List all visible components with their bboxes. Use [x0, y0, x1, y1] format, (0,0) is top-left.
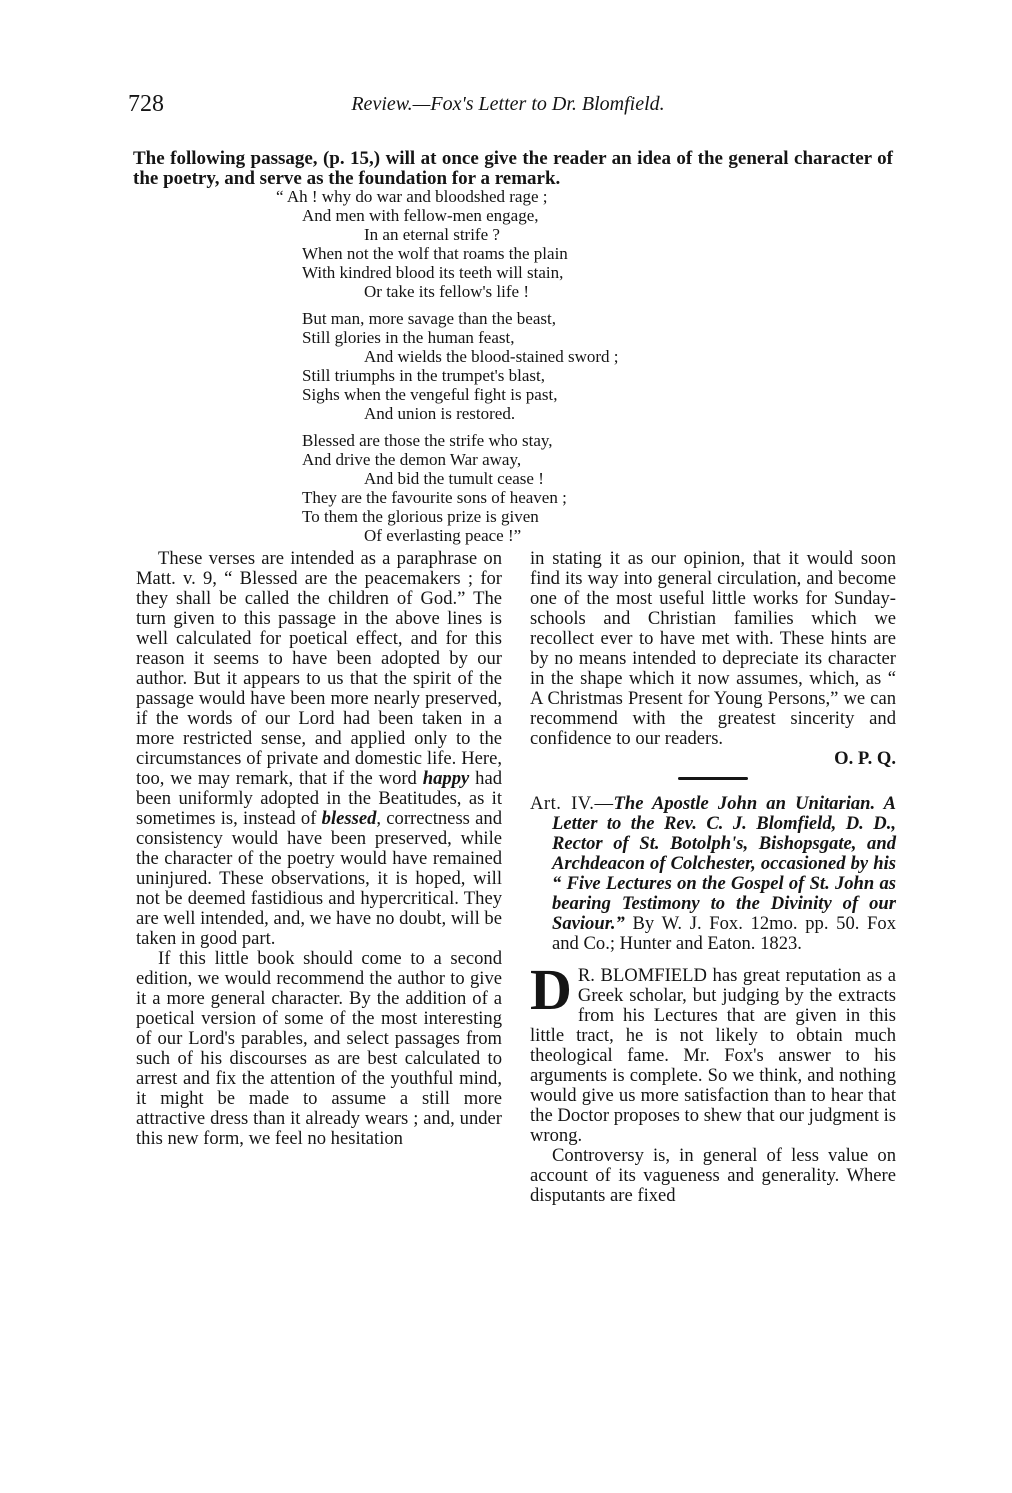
- poem-line: Still glories in the human feast,: [302, 328, 515, 347]
- poem-stanza: [276, 187, 742, 301]
- poem-line: They are the favourite sons of heaven ;: [302, 488, 567, 507]
- running-head: Review.—Fox's Letter to Dr. Blomfield.: [351, 93, 665, 115]
- poem-line: When not the wolf that roams the plain: [302, 244, 568, 263]
- poem-line: To them the glorious prize is given: [302, 507, 539, 526]
- review-opening-paragraph: [530, 957, 896, 1146]
- intro-paragraph: The following passage, (p. 15,) will at once give the reader an idea of the general character of the poetry, and serve as the foundation for a remark.: [133, 148, 893, 189]
- poem-line: And men with fellow-men engage,: [302, 206, 539, 225]
- poem-line: With kindred blood its teeth will stain,: [302, 263, 564, 282]
- article-heading: [530, 794, 896, 954]
- poem-line: And wields the blood-stained sword ;: [364, 347, 619, 366]
- drop-cap: D: [530, 957, 572, 1022]
- poem-line: Still triumphs in the trumpet's blast,: [302, 366, 545, 385]
- poem-line: Blessed are those the strife who stay,: [302, 431, 553, 450]
- verses-commentary-paragraph: [136, 549, 502, 949]
- page-header: [128, 91, 888, 121]
- text-run: , correctness and consistency would have been preserved, while the character of the poetry would have remained uninjured. These observations, it is hoped, will not be deemed fastidious and hypercritical. They are well intended, and, we have no doubt, will be taken in good part.: [136, 808, 502, 949]
- article-title: The Apostle John an Unitarian. A Letter to the Rev. C. J. Blomfield, D. D., Rector of St. Botolph's, Bishopsgate, and Archdeacon of Colchester, occasioned by his “ Five Lectures on the Gospel of St. John as bearing Testimony to the Divinity of our Saviour.”: [552, 793, 897, 934]
- continuation-paragraph: in stating it as our opinion, that it would soon find its way into general circulation, and become one of the most useful little works for Sunday-schools and Christian families which we recollect ever to have met with. These hints are by no means intended to depreciate its character in the shape which it now assumes, which, as “ A Christmas Present for Young Persons,” we can recommend with the greatest sincerity and confidence to our readers.: [530, 548, 896, 749]
- poem-stanza: [302, 309, 742, 423]
- poem-line: And drive the demon War away,: [302, 450, 522, 469]
- emphasis-happy: happy: [422, 768, 470, 789]
- text-run: R. BLOMFIELD has great reputation as a Greek scholar, but judging by the extracts from his Lectures that are given in this little tract, he is not likely to obtain much theological fame. Mr. Fox's answer to his arguments is complete. So we think, and nothing would give us more satisfaction than to hear that the Doctor proposes to shew that our judgment is wrong.: [530, 965, 896, 1146]
- poem-line: But man, more savage than the beast,: [302, 309, 556, 328]
- left-column: [136, 549, 502, 1149]
- right-column: [530, 549, 896, 1206]
- poem-line: “ Ah ! why do war and bloodshed rage ;: [276, 187, 548, 206]
- poem-line: Of everlasting peace !”: [364, 526, 522, 545]
- review-signature: O. P. Q.: [834, 748, 896, 769]
- poem-line: In an eternal strife ?: [364, 225, 500, 244]
- article-details: By W. J. Fox. 12mo. pp. 50. Fox and Co.; Hunter and Eaton. 1823.: [552, 913, 896, 954]
- article-label: Art. IV.—: [530, 793, 614, 814]
- text-run: These verses are intended as a paraphrase on Matt. v. 9, “ Blessed are the peacemakers ; for they shall be called the children of God.” The turn given to this passage in the above lines is well calculated for poetical effect, and for this reason it seems to have been adopted by our author. But it appears to us that the spirit of the passage would have been more nearly preserved, if the words of our Lord had been taken in a more restricted sense, and applied only to the circumstances of private and domestic life. Here, too, we may remark, that if the word: [136, 548, 502, 789]
- poem-line: And bid the tumult cease !: [364, 469, 544, 488]
- second-edition-paragraph: If this little book should come to a second edition, we would recommend the author to give it a more general character. By the addition of a poetical version of some of the most interesting of our Lord's parables, and select passages from such of his discourses as are best calculated to arrest and fix the attention of the youthful mind, it might be made to assume a still more attractive dress than it already wears ; and, under this new form, we feel no hesitation: [136, 948, 502, 1149]
- section-rule: [678, 777, 748, 780]
- poem-line: Or take its fellow's life !: [364, 282, 529, 301]
- poem: [276, 187, 742, 553]
- controversy-paragraph: Controversy is, in general of less value on account of its vagueness and generality. Where disputants are fixed: [530, 1145, 896, 1206]
- poem-line: Sighs when the vengeful fight is past,: [302, 385, 558, 404]
- text-run: had been uniformly adopted in the Beatitudes, as it sometimes is, instead of: [136, 768, 502, 829]
- poem-stanza: [302, 431, 742, 545]
- poem-line: And union is restored.: [364, 404, 516, 423]
- emphasis-blessed: blessed: [321, 808, 377, 829]
- page-number: 728: [128, 91, 164, 117]
